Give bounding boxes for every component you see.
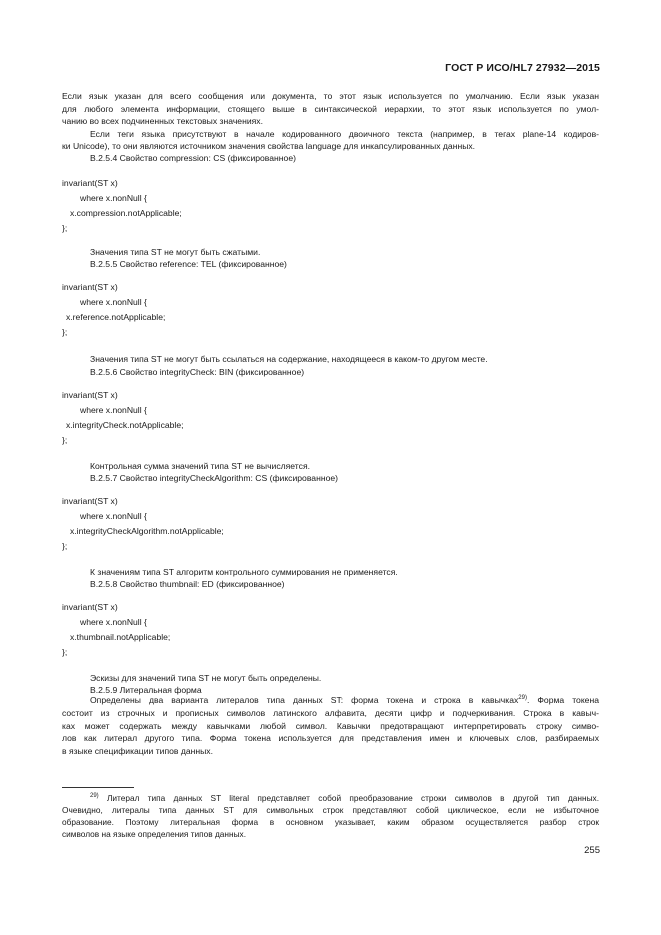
footnote-rule: [62, 787, 134, 788]
code-line: invariant(ST x): [62, 496, 118, 506]
description-text: Значения типа ST не могут быть сжатыми.: [90, 247, 261, 257]
literal-text: Определены два варианта литералов типа данных ST: форма токена и строка в кавычках: [90, 695, 519, 705]
paragraph-line: Если теги языка присутствуют в начале кодированного двоичного текста (например, в тегах plane-14 кодиров-: [90, 128, 599, 139]
code-line: };: [62, 327, 68, 337]
paragraph-line: ках может содержать между кавычками любой символ. Кавычки предотвращают интерпретировать строку симво-: [62, 720, 599, 731]
paragraph-line: для любого элемента информации, стоящего выше в синтаксической иерархии, то этот язык используется по умол-: [62, 103, 599, 114]
code-line: x.integrityCheck.notApplicable;: [66, 420, 184, 430]
code-line: };: [62, 647, 68, 657]
document-header: ГОСТ Р ИСО/HL7 27932—2015: [445, 62, 600, 74]
code-line: where x.nonNull {: [80, 193, 147, 203]
code-line: where x.nonNull {: [80, 511, 147, 521]
paragraph-line: чанию во всех подчиненных текстовых значениях.: [62, 116, 263, 126]
paragraph-line: состоит из строчных и прописных символов латинского алфавита, десяти цифр и подчеркивания. Строка в кавыч-: [62, 708, 599, 718]
footnote-line: Очевидно, литералы типа данных ST для символьных строк представляют собой циклическое, если не избыточное: [62, 805, 599, 815]
code-line: };: [62, 541, 68, 551]
code-line: invariant(ST x): [62, 390, 118, 400]
code-line: where x.nonNull {: [80, 617, 147, 627]
footnote-line: символов на языке определения типов данных.: [62, 829, 246, 839]
section-heading: B.2.5.9 Литеральная форма: [90, 685, 202, 695]
description-text: К значениям типа ST алгоритм контрольного суммирования не применяется.: [90, 567, 398, 577]
code-line: };: [62, 223, 68, 233]
footnote-marker: 29): [90, 793, 99, 800]
section-heading: B.2.5.7 Свойство integrityCheckAlgorithm: CS (фиксированное): [90, 473, 338, 483]
code-line: x.integrityCheckAlgorithm.notApplicable;: [70, 526, 224, 536]
footnote-line: [90, 792, 599, 804]
paragraph-line: ки Unicode), то они являются источником значения свойства language для инкапсулированных данных.: [62, 141, 476, 151]
code-line: invariant(ST x): [62, 282, 118, 292]
code-line: invariant(ST x): [62, 602, 118, 612]
code-line: };: [62, 435, 68, 445]
description-text: Контрольная сумма значений типа ST не вычисляется.: [90, 461, 310, 471]
description-text: Значения типа ST не могут быть ссылаться на содержание, находящееся в каком-то другом месте.: [90, 354, 488, 364]
footnote-ref: 29): [518, 695, 527, 702]
paragraph-line: в языке спецификации типов данных.: [62, 745, 213, 756]
section-heading: B.2.5.5 Свойство reference: TEL (фиксированное): [90, 259, 287, 269]
footnote-text: Литерал типа данных ST literal представляет собой преобразование строки символов в другой тип данных.: [98, 793, 599, 803]
description-text: Эскизы для значений типа ST не могут быть определены.: [90, 673, 322, 683]
footnote-line: образование. Поэтому литеральная форма в основном указывает, каким образом осуществляется разбор строк: [62, 817, 599, 827]
code-line: x.reference.notApplicable;: [66, 312, 166, 322]
page-number: 255: [584, 845, 600, 856]
section-heading: B.2.5.6 Свойство integrityCheck: BIN (фиксированное): [90, 367, 305, 377]
code-line: x.thumbnail.notApplicable;: [70, 632, 171, 642]
paragraph-line: Если язык указан для всего сообщения или документа, то этот язык используется по умолчанию. Если язык указан: [62, 91, 599, 101]
section-heading: B.2.5.8 Свойство thumbnail: ED (фиксированное): [90, 579, 285, 589]
code-line: x.compression.notApplicable;: [70, 208, 182, 218]
paragraph-line: лов как литерал другого типа. Форма токена используется для представления имен и ключевых слов, разбираемых: [62, 733, 599, 743]
paragraph-line: [90, 694, 599, 706]
code-line: where x.nonNull {: [80, 405, 147, 415]
section-heading: B.2.5.4 Свойство compression: CS (фиксированное): [90, 153, 296, 163]
literal-text: . Форма токена: [526, 695, 599, 705]
code-line: invariant(ST x): [62, 178, 118, 188]
code-line: where x.nonNull {: [80, 297, 147, 307]
